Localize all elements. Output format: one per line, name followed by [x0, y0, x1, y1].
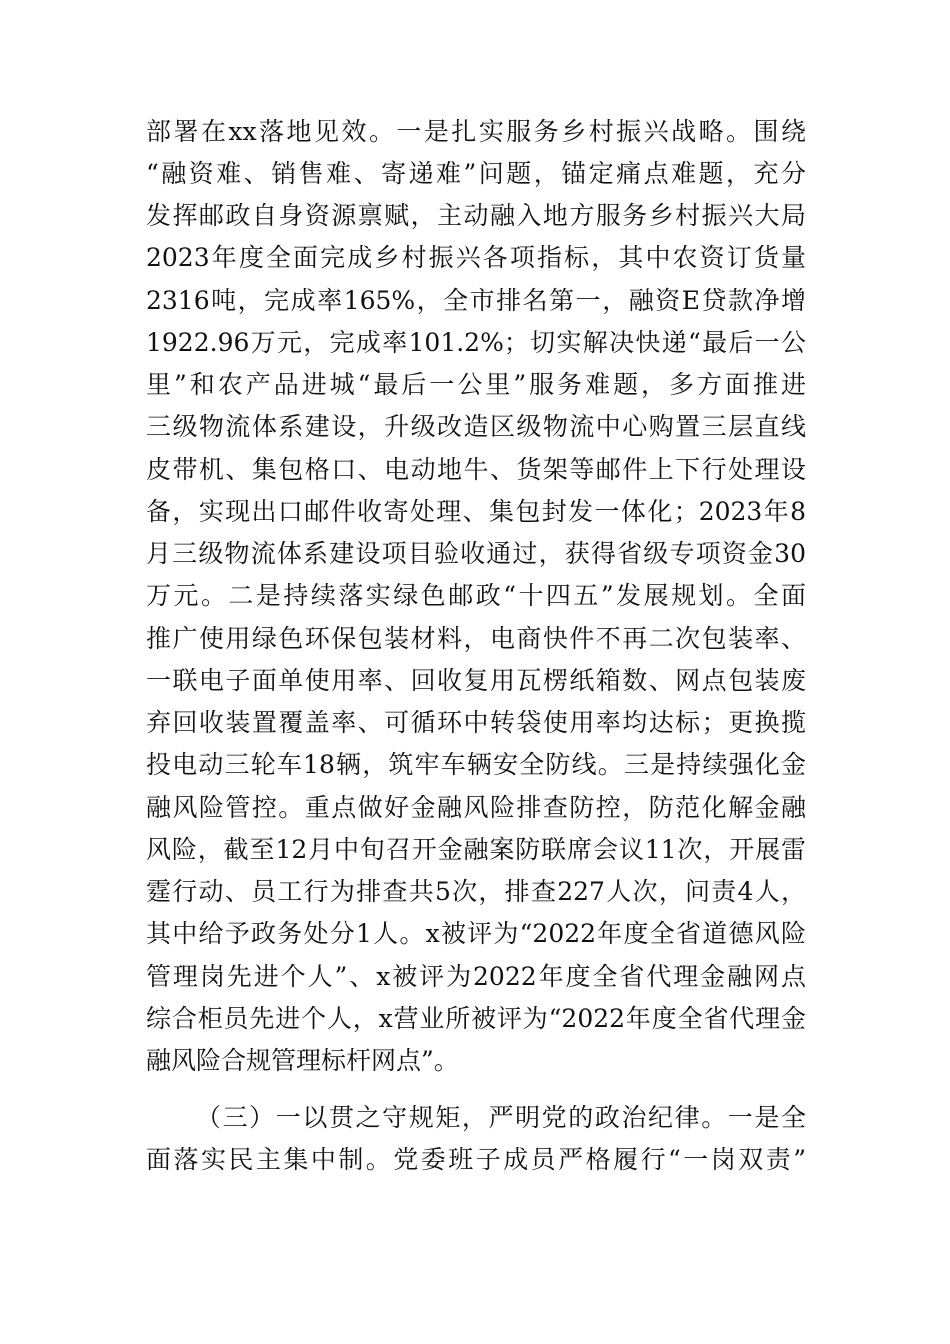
text-line: 推广使用绿色环保包装材料，电商快件不再二次包装率、 — [146, 624, 806, 653]
text-line: 融风险管控。重点做好金融风险排查防控，防范化解金融 — [146, 793, 806, 822]
text-line: 霆行动、员工行为排查共5次，排查227人次，问责4人， — [146, 877, 806, 906]
text-line: 面落实民主集中制。党委班子成员严格履行“一岗双责” — [146, 1145, 806, 1174]
text-line: 三级物流体系建设，升级改造区级物流中心购置三层直线 — [146, 412, 806, 441]
text-line: 综合柜员先进个人，x营业所被评为“2022年度全省代理金 — [146, 1004, 806, 1033]
text-line: 投电动三轮车18辆，筑牢车辆安全防线。三是持续强化金 — [146, 750, 806, 779]
text-line-paragraph-start: （三）一以贯之守规矩，严明党的政治纪律。一是全 — [196, 1103, 806, 1132]
text-line: 1922.96万元，完成率101.2%；切实解决快递“最后一公 — [146, 328, 806, 357]
text-line: 管理岗先进个人”、x被评为2022年度全省代理金融网点 — [146, 962, 806, 991]
text-line: 发挥邮政自身资源禀赋，主动融入地方服务乡村振兴大局 — [146, 201, 806, 230]
text-line: 一联电子面单使用率、回收复用瓦楞纸箱数、网点包装废 — [146, 666, 806, 695]
text-line: 皮带机、集包格口、电动地牛、货架等邮件上下行处理设 — [146, 455, 806, 484]
text-line: 2023年度全面完成乡村振兴各项指标，其中农资订货量 — [146, 243, 806, 272]
text-line: 备，实现出口邮件收寄处理、集包封发一体化；2023年8 — [146, 497, 806, 526]
text-line-paragraph-end: 融风险合规管理标杆网点”。 — [146, 1046, 459, 1075]
text-line: 其中给予政务处分1人。x被评为“2022年度全省道德风险 — [146, 919, 806, 948]
text-line: 月三级物流体系建设项目验收通过，获得省级专项资金30 — [146, 539, 806, 568]
text-line: 风险，截至12月中旬召开金融案防联席会议11次，开展雷 — [146, 835, 806, 864]
text-line: 里”和农产品进城“最后一公里”服务难题，多方面推进 — [146, 370, 806, 399]
text-line: 部署在xx落地见效。一是扎实服务乡村振兴战略。围绕 — [146, 117, 806, 146]
text-line: 弃回收装置覆盖率、可循环中转袋使用率均达标；更换揽 — [146, 708, 806, 737]
text-line: “融资难、销售难、寄递难”问题，锚定痛点难题，充分 — [146, 159, 806, 188]
text-line: 万元。二是持续落实绿色邮政“十四五”发展规划。全面 — [146, 581, 806, 610]
text-line: 2316吨，完成率165%，全市排名第一，融资E贷款净增 — [146, 286, 806, 315]
